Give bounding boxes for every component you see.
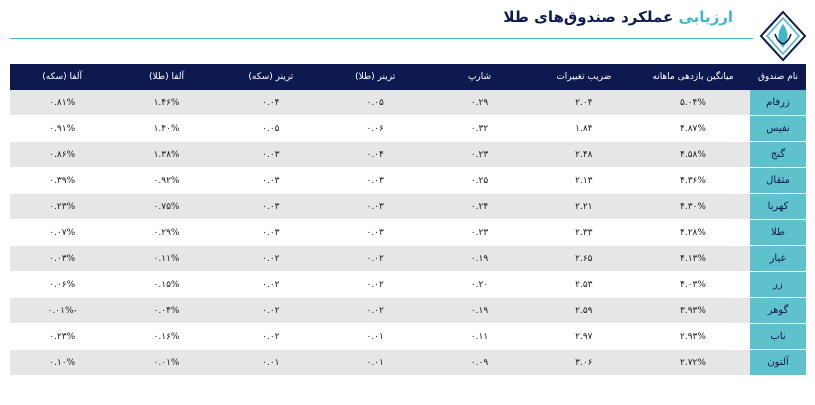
sharpe-cell: ۰.۲۳: [427, 142, 531, 168]
alpha-coin-cell: ۰.۹۱%: [10, 116, 114, 142]
sharpe-cell: ۰.۱۹: [427, 246, 531, 272]
alpha-gold-cell: ۱.۳۸%: [114, 142, 218, 168]
cv-cell: ۳.۰۶: [532, 350, 636, 376]
fund-performance-table: [10, 64, 806, 376]
alpha-gold-cell: ۰.۲۹%: [114, 220, 218, 246]
sharpe-cell: ۰.۲۰: [427, 272, 531, 298]
slide-header: [0, 0, 815, 44]
fund-name-cell: مثقال: [750, 168, 806, 194]
fund-name-cell: زر: [750, 272, 806, 298]
table-row: [10, 142, 806, 168]
treynor-coin-cell: ۰.۰۱: [219, 350, 323, 376]
cv-cell: ۲.۱۳: [532, 168, 636, 194]
alpha-coin-cell: ۰.۸۶%: [10, 142, 114, 168]
cv-cell: ۲.۵۹: [532, 298, 636, 324]
avg-return-cell: ۴.۰۳%: [636, 272, 750, 298]
alpha-coin-cell: -۰.۰۱%: [10, 298, 114, 324]
alpha-coin-cell: ۰.۲۳%: [10, 194, 114, 220]
header-treynor-gold: ترینر (طلا): [323, 64, 427, 90]
avg-return-cell: ۲.۹۳%: [636, 324, 750, 350]
avg-return-cell: ۲.۷۲%: [636, 350, 750, 376]
treynor-gold-cell: ۰.۰۳: [323, 220, 427, 246]
treynor-gold-cell: ۰.۰۵: [323, 90, 427, 116]
treynor-coin-cell: ۰.۰۲: [219, 324, 323, 350]
treynor-gold-cell: ۰.۰۳: [323, 194, 427, 220]
avg-return-cell: ۴.۲۸%: [636, 220, 750, 246]
alpha-gold-cell: ۰.۷۵%: [114, 194, 218, 220]
fund-name-cell: زرفام: [750, 90, 806, 116]
table-row: [10, 194, 806, 220]
avg-return-cell: ۴.۳۶%: [636, 168, 750, 194]
alpha-coin-cell: ۰.۰۷%: [10, 220, 114, 246]
treynor-coin-cell: ۰.۰۲: [219, 272, 323, 298]
avg-return-cell: ۴.۵۸%: [636, 142, 750, 168]
alpha-coin-cell: ۰.۰۳%: [10, 246, 114, 272]
cv-cell: ۱.۸۴: [532, 116, 636, 142]
table-row: [10, 220, 806, 246]
alpha-coin-cell: ۰.۲۳%: [10, 324, 114, 350]
sharpe-cell: ۰.۳۲: [427, 116, 531, 142]
cv-cell: ۲.۶۵: [532, 246, 636, 272]
alpha-gold-cell: ۰.۱۵%: [114, 272, 218, 298]
fund-name-cell: آلتون: [750, 350, 806, 376]
alpha-coin-cell: ۰.۸۱%: [10, 90, 114, 116]
cv-cell: ۲.۹۷: [532, 324, 636, 350]
alpha-coin-cell: ۰.۱۰%: [10, 350, 114, 376]
treynor-coin-cell: ۰.۰۳: [219, 168, 323, 194]
alpha-gold-cell: ۰.۹۲%: [114, 168, 218, 194]
alpha-gold-cell: ۰.۰۴%: [114, 298, 218, 324]
page-title-accent: ارزیابی: [678, 8, 733, 26]
sharpe-cell: ۰.۰۹: [427, 350, 531, 376]
alpha-gold-cell: ۱.۴۶%: [114, 90, 218, 116]
header-avg-monthly-return: میانگین بازدهی ماهانه: [636, 64, 750, 90]
table-row: [10, 246, 806, 272]
sharpe-cell: ۰.۱۹: [427, 298, 531, 324]
cv-cell: ۲.۴۸: [532, 142, 636, 168]
table-row: [10, 168, 806, 194]
sharpe-cell: ۰.۲۹: [427, 90, 531, 116]
header-sharpe: شارپ: [427, 64, 531, 90]
table-header-row: [10, 64, 806, 90]
cv-cell: ۲.۲۱: [532, 194, 636, 220]
treynor-coin-cell: ۰.۰۲: [219, 298, 323, 324]
header-alpha-coin: آلفا (سکه): [10, 64, 114, 90]
treynor-coin-cell: ۰.۰۳: [219, 194, 323, 220]
treynor-gold-cell: ۰.۰۲: [323, 272, 427, 298]
table-row: [10, 324, 806, 350]
alpha-gold-cell: ۰.۰۱%: [114, 350, 218, 376]
header-alpha-gold: آلفا (طلا): [114, 64, 218, 90]
fund-name-cell: طلا: [750, 220, 806, 246]
fund-name-cell: ناب: [750, 324, 806, 350]
header-treynor-coin: ترینر (سکه): [219, 64, 323, 90]
treynor-coin-cell: ۰.۰۳: [219, 142, 323, 168]
treynor-gold-cell: ۰.۰۳: [323, 168, 427, 194]
avg-return-cell: ۵.۰۴%: [636, 90, 750, 116]
alpha-coin-cell: ۰.۳۹%: [10, 168, 114, 194]
table-row: [10, 350, 806, 376]
sharpe-cell: ۰.۲۵: [427, 168, 531, 194]
table-row: [10, 298, 806, 324]
sharpe-cell: ۰.۲۳: [427, 220, 531, 246]
fund-name-cell: نفیس: [750, 116, 806, 142]
title-divider: [10, 38, 753, 39]
treynor-coin-cell: ۰.۰۵: [219, 116, 323, 142]
avg-return-cell: ۳.۹۳%: [636, 298, 750, 324]
fund-name-cell: گوهر: [750, 298, 806, 324]
treynor-gold-cell: ۰.۰۲: [323, 298, 427, 324]
avg-return-cell: ۴.۳۰%: [636, 194, 750, 220]
fund-name-cell: عیار: [750, 246, 806, 272]
header-coefficient-of-variation: ضریب تغییرات: [532, 64, 636, 90]
alpha-coin-cell: ۰.۰۶%: [10, 272, 114, 298]
alpha-gold-cell: ۱.۴۰%: [114, 116, 218, 142]
fund-name-cell: کهربا: [750, 194, 806, 220]
cv-cell: ۲.۰۴: [532, 90, 636, 116]
logo-icon: [759, 10, 807, 62]
page-title-main: عملکرد صندوق‌های طلا: [503, 8, 674, 26]
treynor-gold-cell: ۰.۰۱: [323, 350, 427, 376]
treynor-coin-cell: ۰.۰۴: [219, 90, 323, 116]
sharpe-cell: ۰.۱۱: [427, 324, 531, 350]
alpha-gold-cell: ۰.۱۶%: [114, 324, 218, 350]
treynor-gold-cell: ۰.۰۴: [323, 142, 427, 168]
treynor-gold-cell: ۰.۰۶: [323, 116, 427, 142]
alpha-gold-cell: ۰.۱۱%: [114, 246, 218, 272]
cv-cell: ۲.۵۳: [532, 272, 636, 298]
fund-name-cell: گنج: [750, 142, 806, 168]
table-body: [10, 90, 806, 376]
header-fund-name: نام صندوق: [750, 64, 806, 90]
treynor-coin-cell: ۰.۰۳: [219, 220, 323, 246]
treynor-gold-cell: ۰.۰۱: [323, 324, 427, 350]
table-row: [10, 116, 806, 142]
page-title: [503, 8, 733, 26]
sharpe-cell: ۰.۲۴: [427, 194, 531, 220]
cv-cell: ۲.۳۳: [532, 220, 636, 246]
table-row: [10, 90, 806, 116]
treynor-coin-cell: ۰.۰۲: [219, 246, 323, 272]
avg-return-cell: ۴.۱۳%: [636, 246, 750, 272]
table-row: [10, 272, 806, 298]
treynor-gold-cell: ۰.۰۲: [323, 246, 427, 272]
avg-return-cell: ۴.۸۷%: [636, 116, 750, 142]
